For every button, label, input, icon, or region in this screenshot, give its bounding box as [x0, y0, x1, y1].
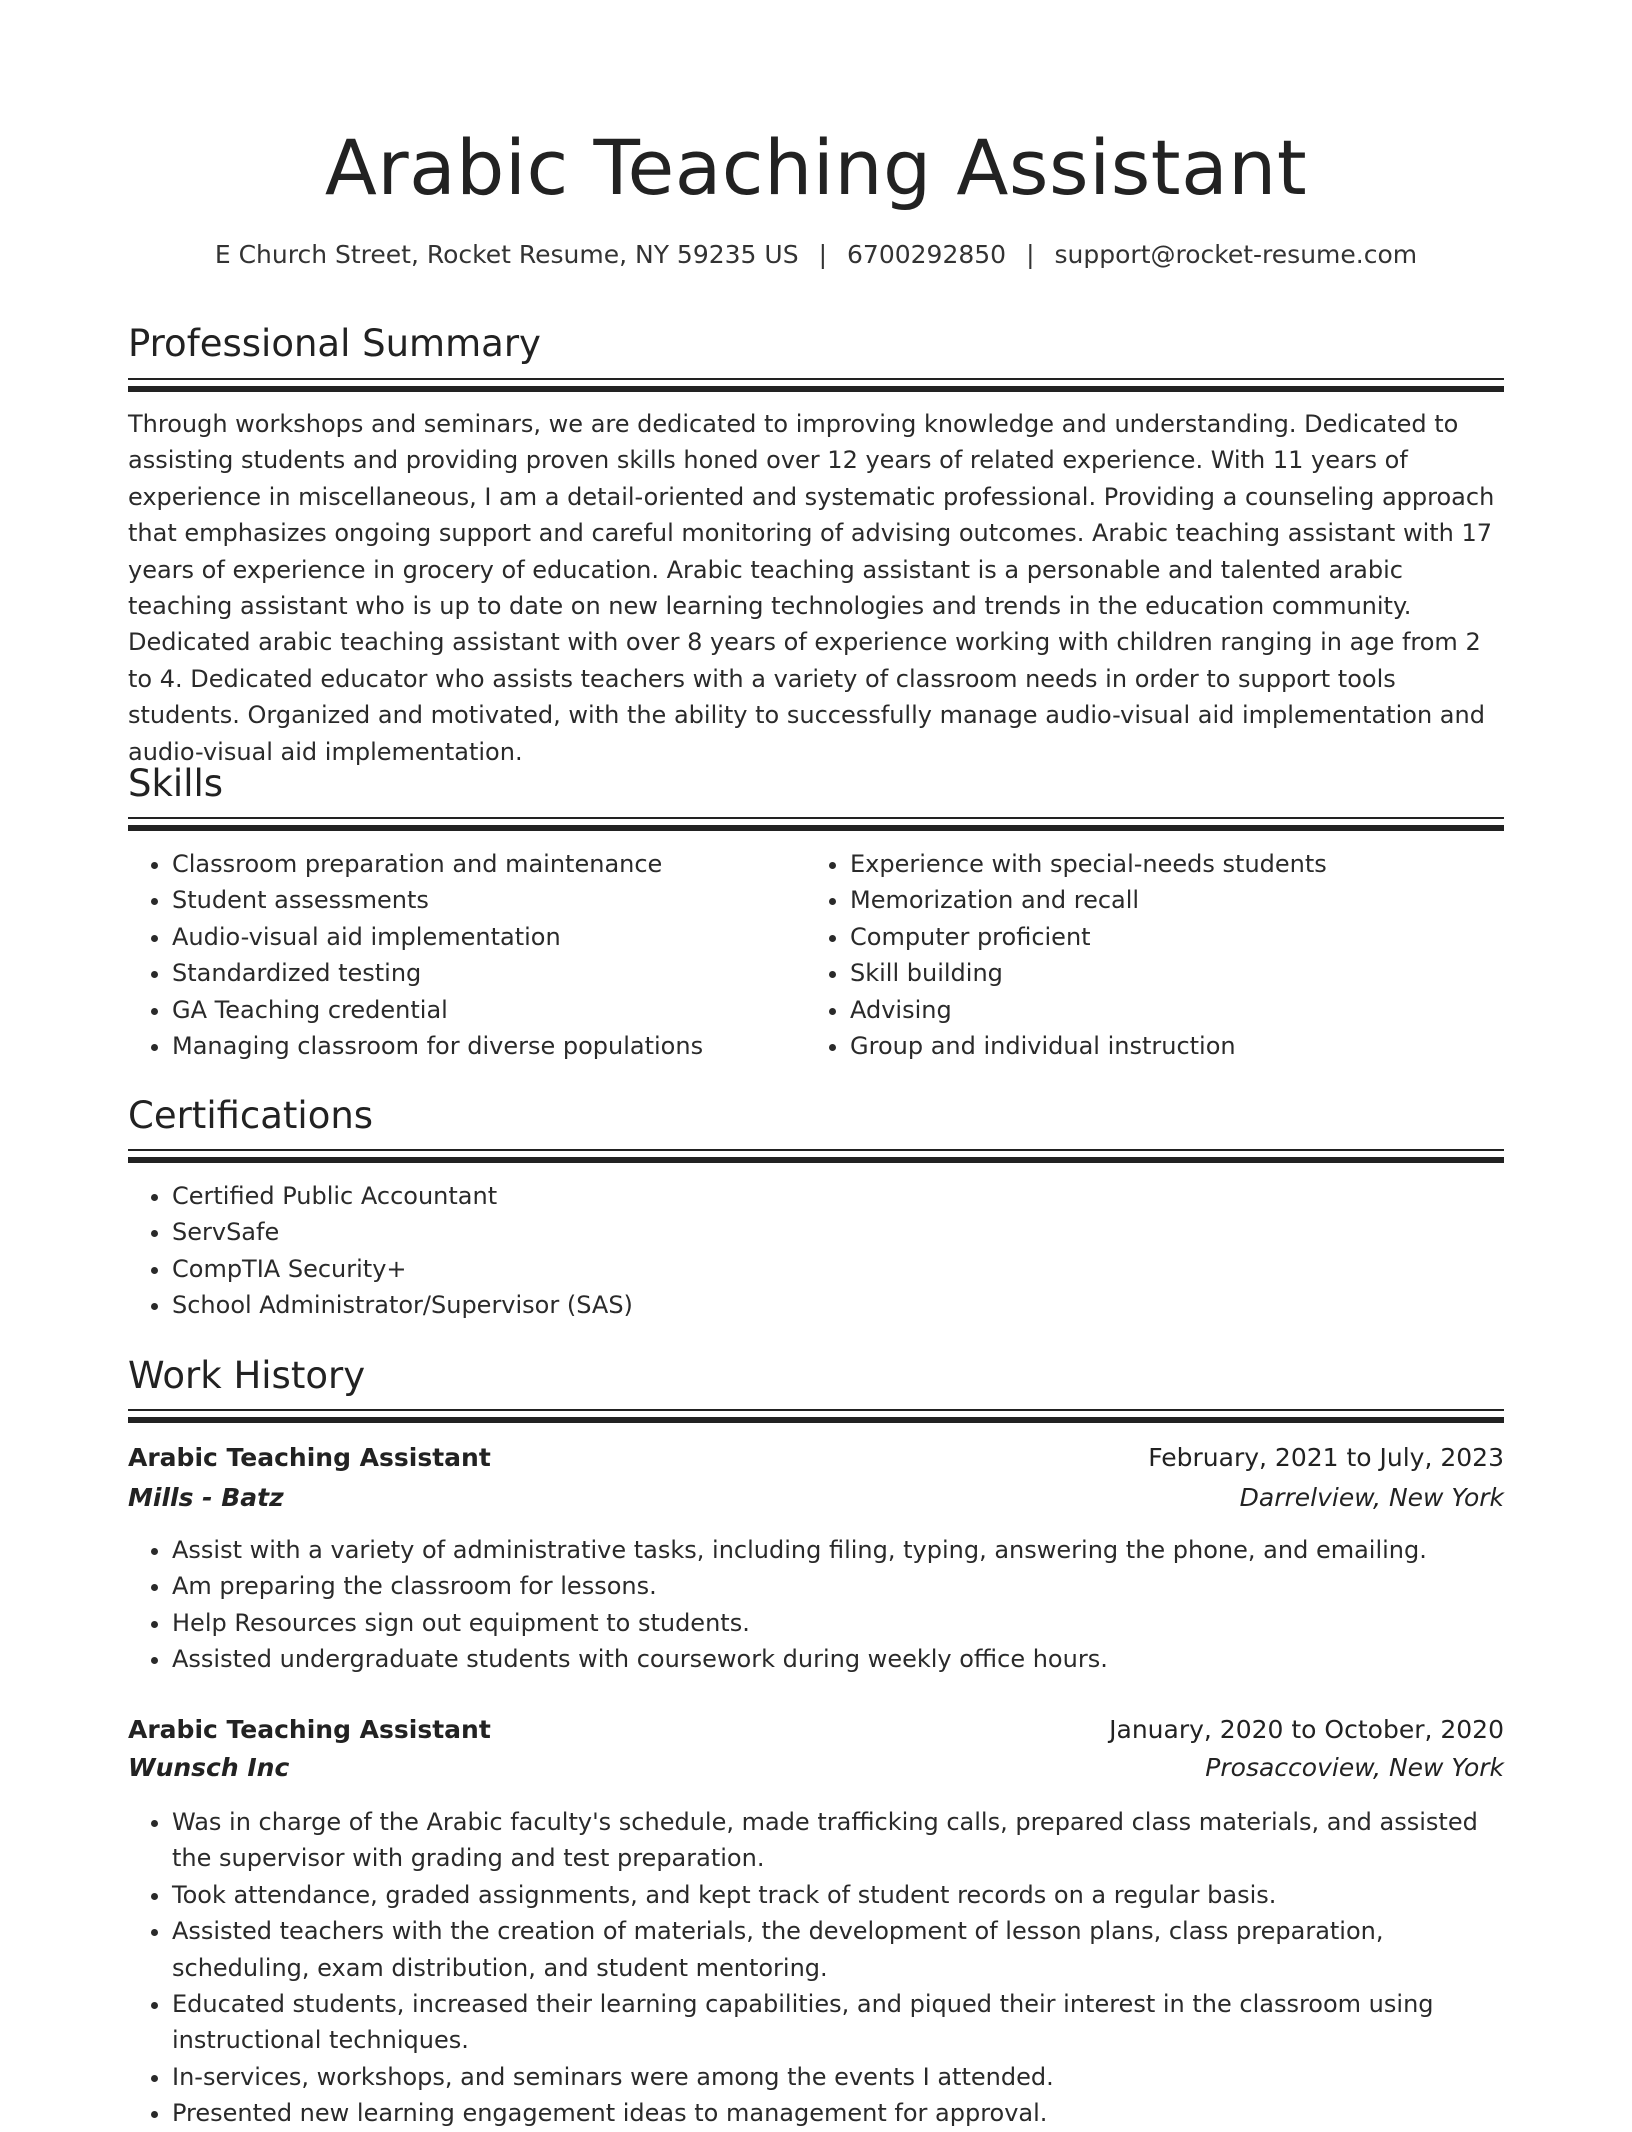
skill-item: • Skill building	[850, 955, 1504, 991]
section-divider	[128, 1409, 1504, 1423]
job-title: Arabic Teaching Assistant	[128, 1443, 491, 1472]
job-location: Darrelview, New York	[1239, 1483, 1504, 1512]
contact-email[interactable]: support@rocket-resume.com	[1054, 240, 1418, 269]
job-company: Mills - Batz	[128, 1483, 284, 1512]
job-duty-item: • Was in charge of the Arabic faculty's schedule, made trafficking calls, prepared class materials, and assisted the supervisor with grading and test preparation.	[172, 1804, 1504, 1877]
section-heading-certifications: Certifications	[128, 1094, 374, 1137]
certifications-list	[128, 1178, 1504, 1324]
skill-item: • Managing classroom for diverse populations	[172, 1028, 788, 1064]
skill-item: • Audio-visual aid implementation	[172, 919, 788, 955]
contact-separator: |	[1026, 240, 1035, 269]
skill-item: • Memorization and recall	[850, 882, 1504, 918]
job-title: Arabic Teaching Assistant	[128, 1715, 491, 1744]
job-duty-item: • Took attendance, graded assignments, and kept track of student records on a regular basis.	[172, 1877, 1504, 1913]
section-heading-skills: Skills	[128, 762, 224, 805]
certification-item: • Certified Public Accountant	[172, 1178, 1504, 1214]
contact-line	[128, 238, 1504, 272]
skills-column-left	[128, 846, 788, 1064]
contact-separator: |	[818, 240, 828, 269]
certification-item: • ServSafe	[172, 1214, 1504, 1250]
job-location: Prosaccoview, New York	[1205, 1753, 1504, 1782]
job-duty-item: • Assisted teachers with the creation of materials, the development of lesson plans, class preparation, scheduling, exam distribution, and student mentoring.	[172, 1913, 1504, 1986]
job-duty-item: • Help Resources sign out equipment to students.	[172, 1605, 1504, 1641]
section-heading-work-history: Work History	[128, 1354, 366, 1397]
skill-item: • Advising	[850, 992, 1504, 1028]
job-duty-item: • Presented new learning engagement ideas to management for approval.	[172, 2095, 1504, 2131]
job-company: Wunsch Inc	[128, 1753, 290, 1782]
job-duty-item: • Assisted undergraduate students with coursework during weekly office hours.	[172, 1641, 1504, 1677]
job-company-row	[128, 1478, 1504, 1518]
certifications-block	[128, 1178, 1504, 1324]
skill-item: • Group and individual instruction	[850, 1028, 1504, 1064]
job-duties	[128, 1532, 1504, 1678]
summary-text: Through workshops and seminars, we are dedicated to improving knowledge and understanding. Dedicated to assisting students and providing proven skills honed over 12 years of related experience. With 11 years of experience in miscellaneous, I am a detail-oriented and systematic professional. Providing a counseling approach that emphasizes ongoing support and careful monitoring of advising outcomes. Arabic teaching assistant with 17 years of experience in grocery of education. Arabic teaching assistant is a personable and talented arabic teaching assistant who is up to date on new learning technologies and trends in the education community. Dedicated arabic teaching assistant with over 8 years of experience working with children ranging in age from 2 to 4. Dedicated educator who assists teachers with a variety of classroom needs in order to support tools students. Organized and motivated, with the ability to successfully manage audio-visual aid implementation and audio-visual aid implementation.	[128, 410, 1495, 766]
skill-item: • Classroom preparation and maintenance	[172, 846, 788, 882]
job-header-row	[128, 1438, 1504, 1478]
candidate-name: Arabic Teaching Assistant	[324, 123, 1308, 212]
job-duty-item: • Educated students, increased their learning capabilities, and piqued their interest in the classroom using instructional techniques.	[172, 1986, 1504, 2059]
contact-phone: 6700292850	[847, 240, 1007, 269]
job-header-row	[128, 1710, 1504, 1750]
skill-item: • Computer proficient	[850, 919, 1504, 955]
skill-item: • Student assessments	[172, 882, 788, 918]
contact-address: E Church Street, Rocket Resume, NY 59235 US	[214, 240, 799, 269]
job-dates: February, 2021 to July, 2023	[1148, 1443, 1504, 1472]
job-duty-item: • Assist with a variety of administrative tasks, including filing, typing, answering the phone, and emailing.	[172, 1532, 1504, 1568]
certification-item: • CompTIA Security+	[172, 1251, 1504, 1287]
skill-item: • Standardized testing	[172, 955, 788, 991]
section-divider	[128, 817, 1504, 831]
job-duties	[128, 1804, 1504, 2132]
job-duties-list	[128, 1804, 1504, 2132]
skills-column-right	[806, 846, 1504, 1064]
certification-item: • School Administrator/Supervisor (SAS)	[172, 1287, 1504, 1323]
job-duty-item: • In-services, workshops, and seminars were among the events I attended.	[172, 2059, 1504, 2095]
job-duty-item: • Am preparing the classroom for lessons.	[172, 1568, 1504, 1604]
job-dates: January, 2020 to October, 2020	[1109, 1715, 1504, 1744]
job-duties-list	[128, 1532, 1504, 1678]
skill-item: • GA Teaching credential	[172, 992, 788, 1028]
skills-list-right	[806, 846, 1504, 1064]
section-divider	[128, 378, 1504, 392]
job-company-row	[128, 1748, 1504, 1788]
skill-item: • Experience with special-needs students	[850, 846, 1504, 882]
skills-list-left	[128, 846, 788, 1064]
section-divider	[128, 1149, 1504, 1163]
section-heading-summary: Professional Summary	[128, 322, 541, 365]
